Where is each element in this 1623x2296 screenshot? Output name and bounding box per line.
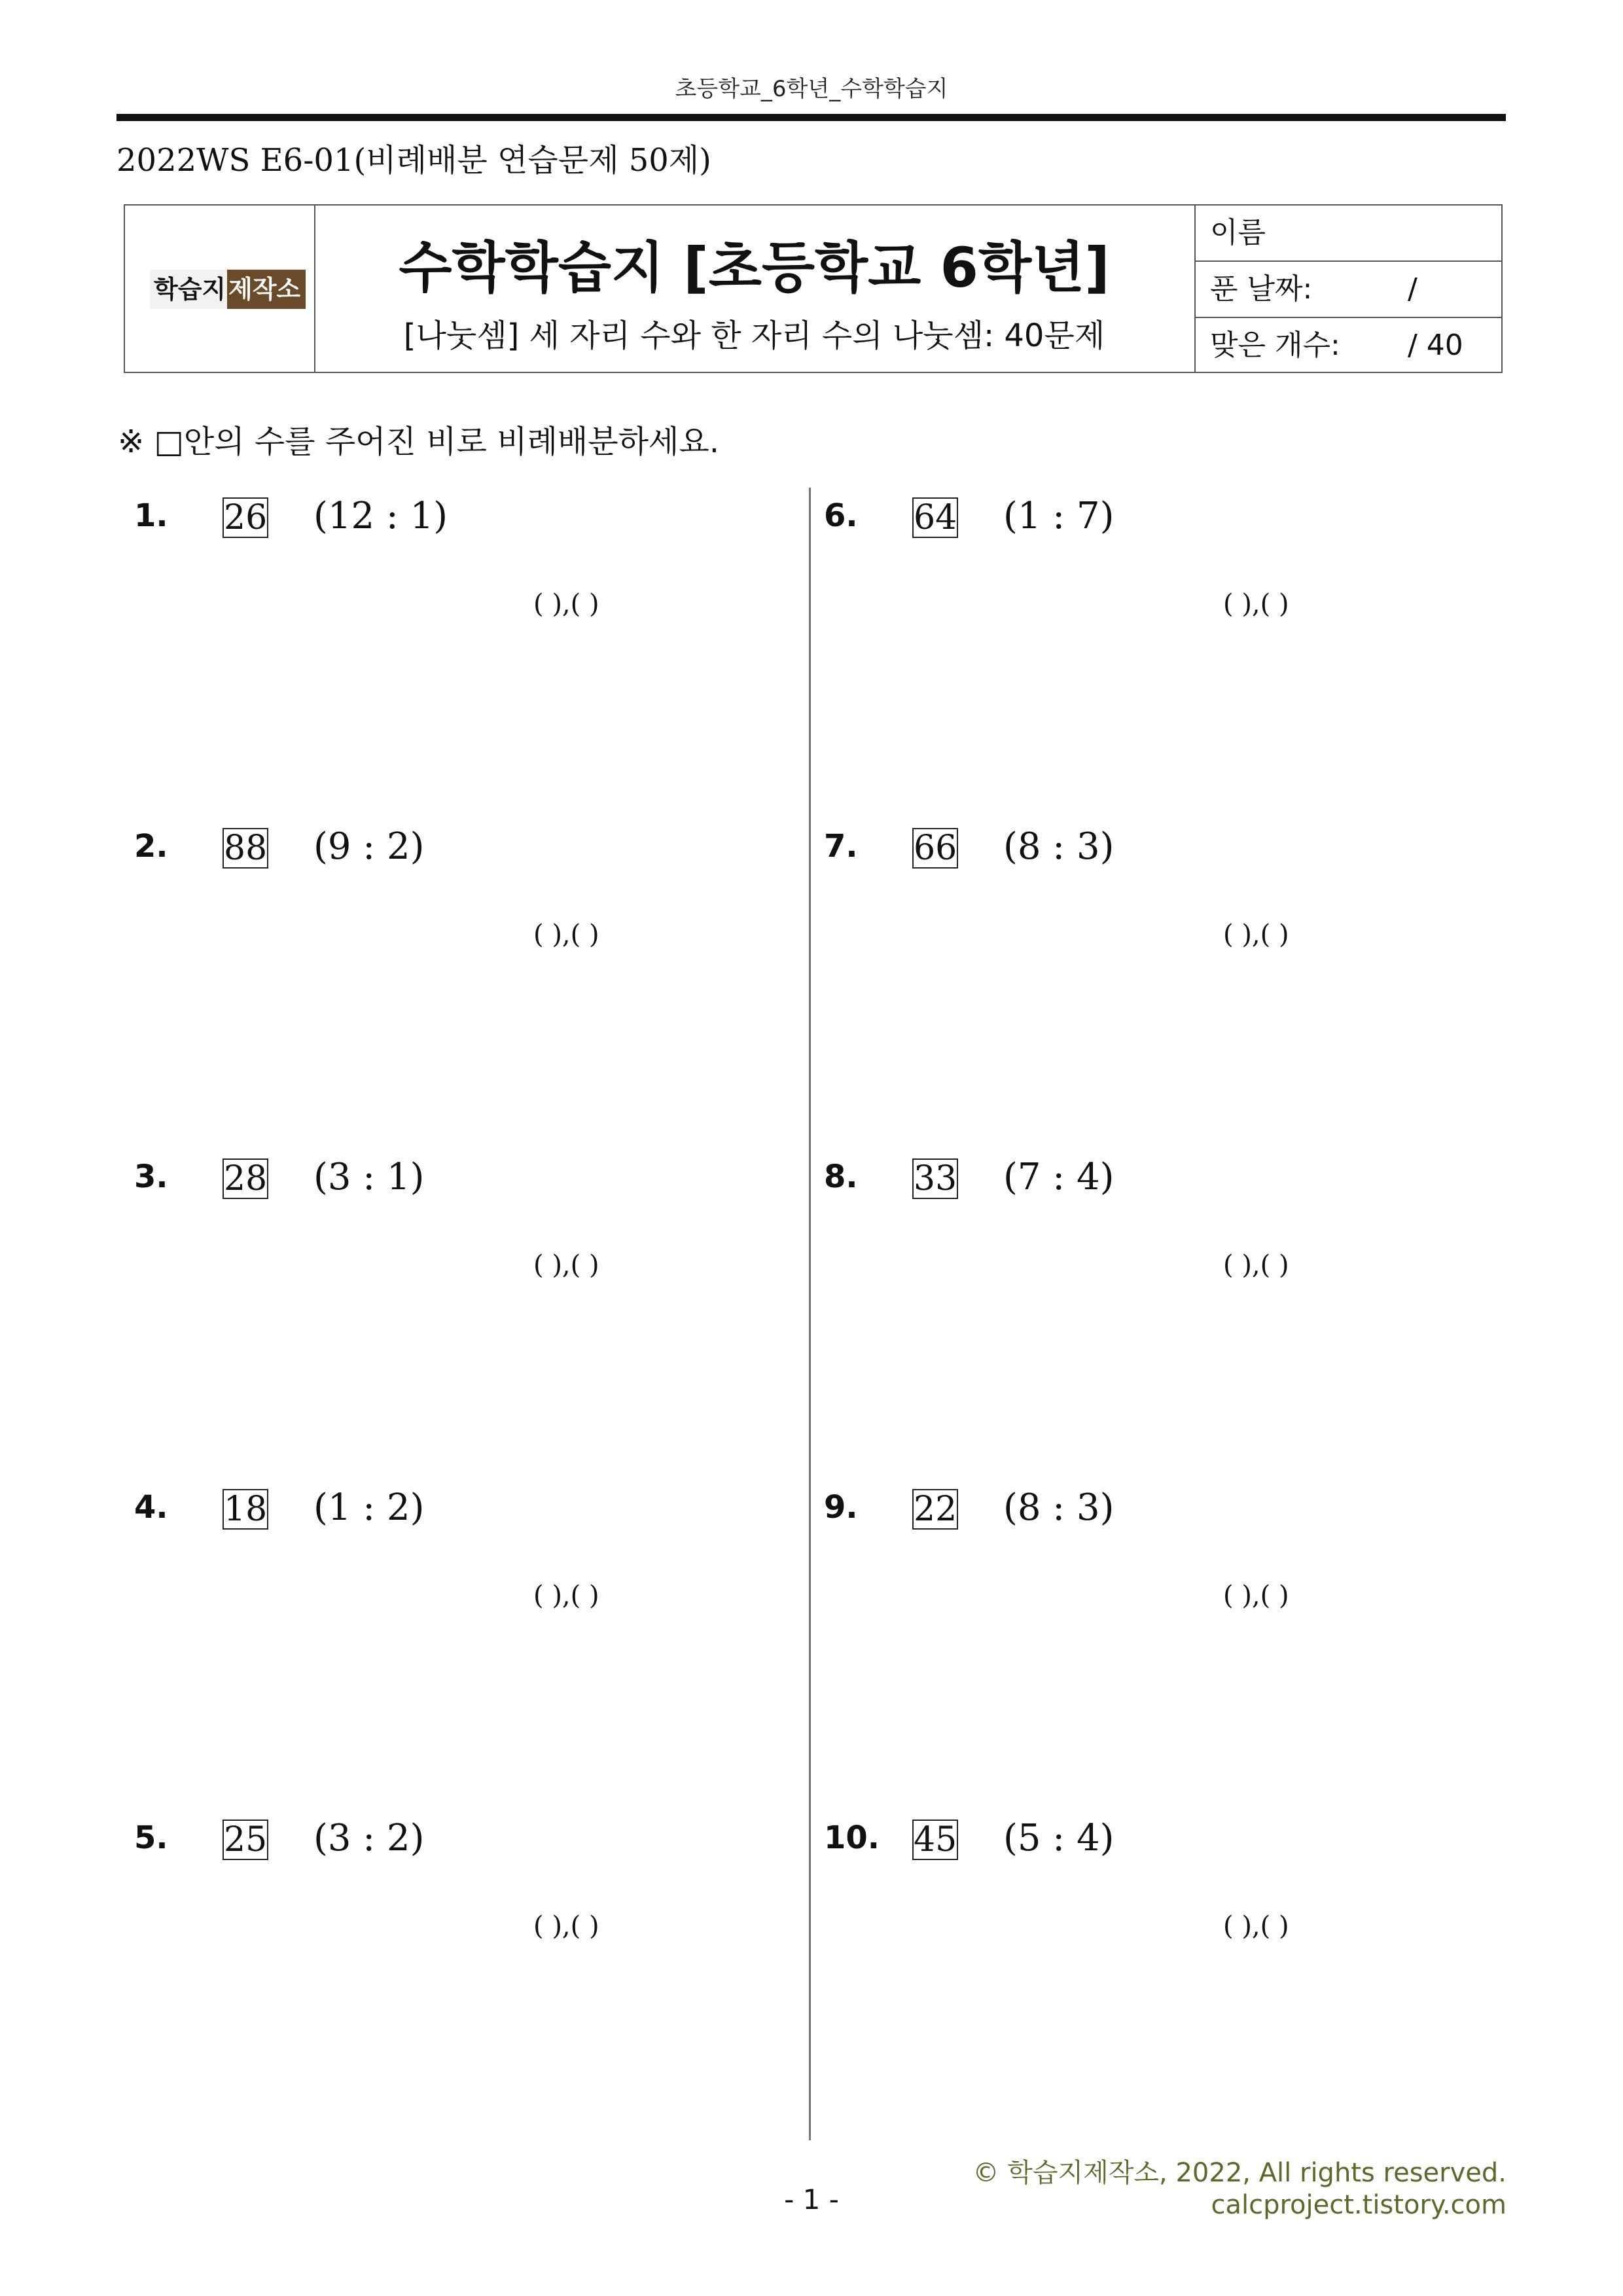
problem-value-box: 25 [224,1820,268,1859]
problem-number: 4. [134,1489,168,1526]
answer-blanks: ( ),( ) [1223,920,1289,950]
problem-item [134,1482,789,1626]
problem-ratio: (12 : 1) [313,495,448,537]
problem-number: 6. [824,497,858,534]
problem-item [824,1482,1478,1626]
info-cell [1196,206,1501,372]
problem-ratio: (7 : 4) [1003,1156,1115,1198]
logo-cell [125,206,315,372]
page-number: - 1 - [784,2183,839,2215]
problem-number: 1. [134,497,168,534]
answer-blanks: ( ),( ) [1223,1581,1289,1611]
problem-value-box: 45 [914,1820,957,1859]
date-value: / [1408,272,1418,306]
problem-value-box: 28 [224,1159,268,1198]
logo-text-part1: 학습지 [150,270,227,309]
subtitle: [나눗셈] 세 자리 수와 한 자리 수의 나눗셈: 40문제 [403,317,1105,354]
problem-ratio: (3 : 2) [313,1817,425,1859]
score-value: / 40 [1408,329,1463,362]
answer-blanks: ( ),( ) [1223,1911,1289,1941]
date-label: 푼 날짜: [1210,272,1313,306]
problem-value-box: 33 [914,1159,957,1198]
score-label: 맞은 개수: [1210,329,1340,362]
problem-value-box: 66 [914,829,957,868]
answer-blanks: ( ),( ) [1223,589,1289,619]
problem-value-box: 26 [224,498,268,537]
problem-item [134,491,789,635]
problem-item [134,1152,789,1296]
header-rule [116,114,1506,121]
copyright-notice: © 학습지제작소, 2022, All rights reserved. [972,2158,1507,2188]
instruction: ※ □안의 수를 주어진 비로 비례배분하세요. [118,423,720,460]
logo [150,270,306,309]
site-url: calcproject.tistory.com [1211,2190,1507,2220]
answer-blanks: ( ),( ) [533,920,599,950]
problem-ratio: (1 : 7) [1003,495,1115,537]
name-label: 이름 [1210,216,1266,249]
problem-ratio: (3 : 1) [313,1156,425,1198]
problem-number: 10. [824,1820,880,1856]
problem-item [134,1813,789,1957]
problem-ratio: (8 : 3) [1003,825,1115,868]
problem-value-box: 22 [914,1490,957,1529]
problem-ratio: (9 : 2) [313,825,425,868]
title-box [124,204,1503,373]
problem-number: 5. [134,1820,168,1856]
problem-item [824,491,1478,635]
problem-value-box: 64 [914,498,957,537]
title-cell [314,206,1196,372]
problem-ratio: (5 : 4) [1003,1817,1115,1859]
document-code: 2022WS E6-01(비례배분 연습문제 50제) [116,142,711,179]
problem-item [824,821,1478,965]
running-title: 초등학교_6학년_수학학습지 [675,76,948,102]
problem-ratio: (8 : 3) [1003,1486,1115,1529]
problem-item [134,821,789,965]
problem-number: 9. [824,1489,858,1526]
answer-blanks: ( ),( ) [533,1250,599,1280]
problem-item [824,1813,1478,1957]
problem-value-box: 88 [224,829,268,868]
answer-blanks: ( ),( ) [533,589,599,619]
main-title: 수학학습지 [초등학교 6학년] [399,236,1110,300]
problem-number: 7. [824,828,858,865]
answer-blanks: ( ),( ) [1223,1250,1289,1280]
name-row [1196,206,1501,262]
problem-number: 8. [824,1158,858,1195]
answer-blanks: ( ),( ) [533,1581,599,1611]
problem-number: 2. [134,828,168,865]
column-divider [809,488,811,2140]
date-row [1196,262,1501,318]
problem-item [824,1152,1478,1296]
score-row [1196,318,1501,372]
problem-ratio: (1 : 2) [313,1486,425,1529]
answer-blanks: ( ),( ) [533,1911,599,1941]
problem-value-box: 18 [224,1490,268,1529]
logo-text-part2: 제작소 [227,270,306,309]
problem-number: 3. [134,1158,168,1195]
